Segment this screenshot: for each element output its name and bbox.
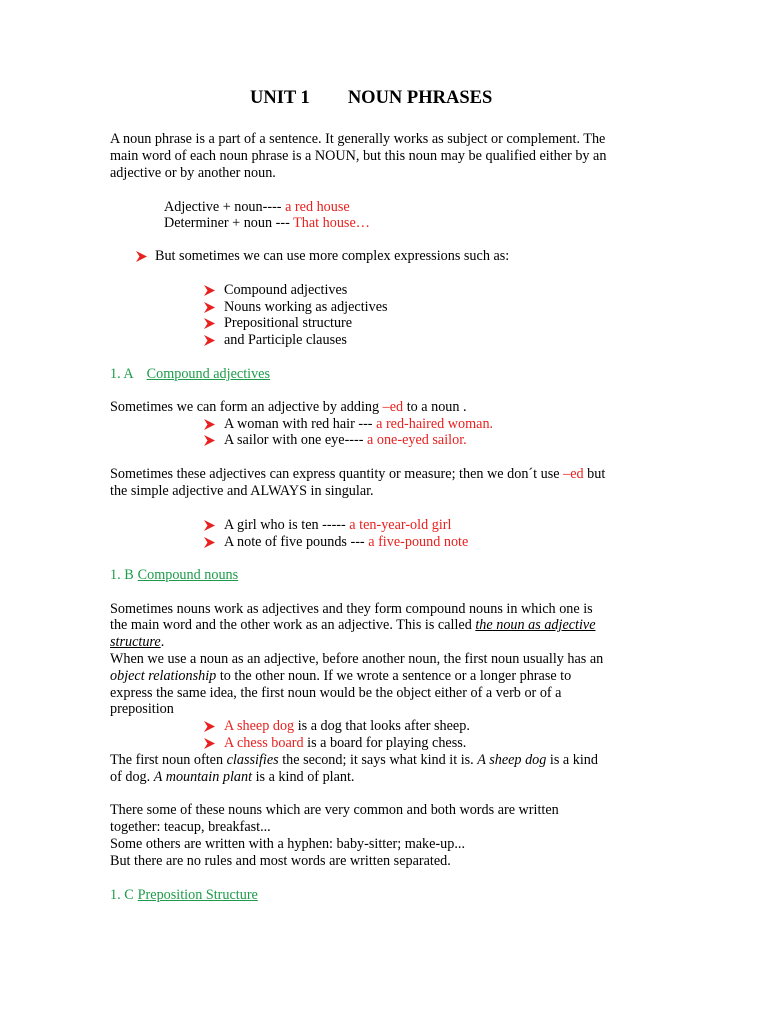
unit-name: NOUN PHRASES — [347, 88, 493, 108]
section-b-p1-line-3 — [110, 634, 164, 651]
text: A note of five pounds --- — [224, 534, 369, 550]
example-red: A chess board — [224, 735, 304, 751]
section-b-p1-line-2 — [110, 617, 596, 634]
section-title: Compound nouns — [137, 567, 239, 583]
section-title: Compound adjectives — [146, 366, 270, 382]
red-arrowhead-icon — [204, 285, 216, 297]
emphasis: classifies — [226, 752, 279, 768]
red-arrowhead-icon — [204, 520, 216, 532]
section-b-p1-line-1: Sometimes nouns work as adjectives and they form compound nouns in which one is — [110, 601, 593, 617]
section-b-heading — [110, 567, 238, 584]
section-a-paragraph-2-line-1 — [110, 466, 605, 483]
page-title — [250, 87, 492, 109]
list-item — [224, 718, 470, 735]
intro-line-3: adjective or by another noun. — [110, 165, 276, 181]
section-b-p2-line-1: When we use a noun as an adjective, before another noun, the first noun usually has an — [110, 651, 604, 667]
section-number: 1. B — [110, 567, 134, 583]
text: Sometimes these adjectives can express quantity or measure; then we don´t use — [110, 466, 564, 482]
intro-line-1: A noun phrase is a part of a sentence. It generally works as subject or complement. The — [110, 131, 606, 147]
text: the main word and the other work as an adjective. This is called — [110, 617, 476, 633]
unit-number: UNIT 1 — [250, 88, 310, 108]
text: of dog. — [110, 769, 154, 785]
example-red: a ten-year-old girl — [349, 517, 452, 533]
example-red: a red-haired woman. — [376, 416, 494, 432]
section-a-paragraph-1 — [110, 399, 467, 416]
example-red: a five-pound note — [368, 534, 469, 550]
emphasis: the noun as adjective — [475, 617, 596, 633]
section-number: 1. C — [110, 887, 134, 903]
text: is a board for playing chess. — [303, 735, 467, 751]
red-arrowhead-icon — [204, 721, 216, 733]
section-a-paragraph-2-line-2: the simple adjective and ALWAYS in singular. — [110, 483, 374, 499]
example-red: a red house — [285, 199, 350, 215]
emphasis: A mountain plant — [153, 769, 253, 785]
text: is a kind — [546, 752, 598, 768]
complex-intro: But sometimes we can use more complex expressions such as: — [155, 248, 510, 264]
intro-line-2: main word of each noun phrase is a NOUN, but this noun may be qualified either by an — [110, 148, 607, 164]
text: the second; it says what kind it is. — [278, 752, 478, 768]
list-item — [224, 432, 467, 449]
section-b-p2-line-4: preposition — [110, 701, 174, 717]
red-arrowhead-icon — [204, 537, 216, 549]
section-c-heading — [110, 887, 258, 904]
red-arrowhead-icon — [204, 335, 216, 347]
section-b-p4-line-4: But there are no rules and most words are written separated. — [110, 853, 451, 869]
emphasis: structure — [110, 634, 161, 650]
section-b-p2-line-2 — [110, 668, 571, 685]
list-item: Nouns working as adjectives — [224, 299, 388, 315]
red-arrowhead-icon — [136, 251, 148, 263]
text: . — [160, 634, 165, 650]
list-item: and Participle clauses — [224, 332, 347, 348]
red-arrowhead-icon — [204, 738, 216, 750]
text: Sometimes we can form an adjective by adding — [110, 399, 383, 415]
red-arrowhead-icon — [204, 435, 216, 447]
example-text: Determiner + noun --- — [164, 215, 294, 231]
text: is a kind of plant. — [252, 769, 355, 785]
section-number: 1. A — [110, 366, 134, 382]
section-b-p4-line-2: together: teacup, breakfast... — [110, 819, 271, 835]
emphasis: object relationship — [110, 668, 217, 684]
emphasis: A sheep dog — [477, 752, 547, 768]
section-b-p3-line-1 — [110, 752, 598, 769]
list-item: Prepositional structure — [224, 315, 353, 331]
example-red: a one-eyed sailor. — [367, 432, 467, 448]
suffix-red: –ed — [563, 466, 584, 482]
text: to a noun . — [403, 399, 467, 415]
list-item: Compound adjectives — [224, 282, 348, 298]
text: is a dog that looks after sheep. — [294, 718, 470, 734]
example-red: A sheep dog — [224, 718, 295, 734]
section-b-p3-line-2 — [110, 769, 354, 786]
example-adjective — [164, 199, 350, 216]
text: A woman with red hair --- — [224, 416, 377, 432]
red-arrowhead-icon — [204, 302, 216, 314]
example-text: Adjective + noun---- — [164, 199, 286, 215]
section-title: Preposition Structure — [137, 887, 258, 903]
list-item — [224, 735, 466, 752]
list-item — [224, 416, 493, 433]
suffix-red: –ed — [382, 399, 404, 415]
list-item — [224, 517, 451, 534]
example-red: That house… — [293, 215, 370, 231]
text: A sailor with one eye---- — [224, 432, 368, 448]
text: to the other noun. If we wrote a sentence or a longer phrase to — [216, 668, 572, 684]
red-arrowhead-icon — [204, 419, 216, 431]
section-b-p2-line-3: express the same idea, the first noun would be the object either of a verb or of a — [110, 685, 562, 701]
text: but — [583, 466, 606, 482]
section-b-p4-line-1: There some of these nouns which are very common and both words are written — [110, 802, 559, 818]
list-item — [224, 534, 468, 551]
section-a-heading — [110, 366, 270, 383]
section-b-p4-line-3: Some others are written with a hyphen: baby-sitter; make-up... — [110, 836, 465, 852]
text: A girl who is ten ----- — [224, 517, 350, 533]
red-arrowhead-icon — [204, 318, 216, 330]
text: The first noun often — [110, 752, 227, 768]
example-determiner — [164, 215, 370, 232]
